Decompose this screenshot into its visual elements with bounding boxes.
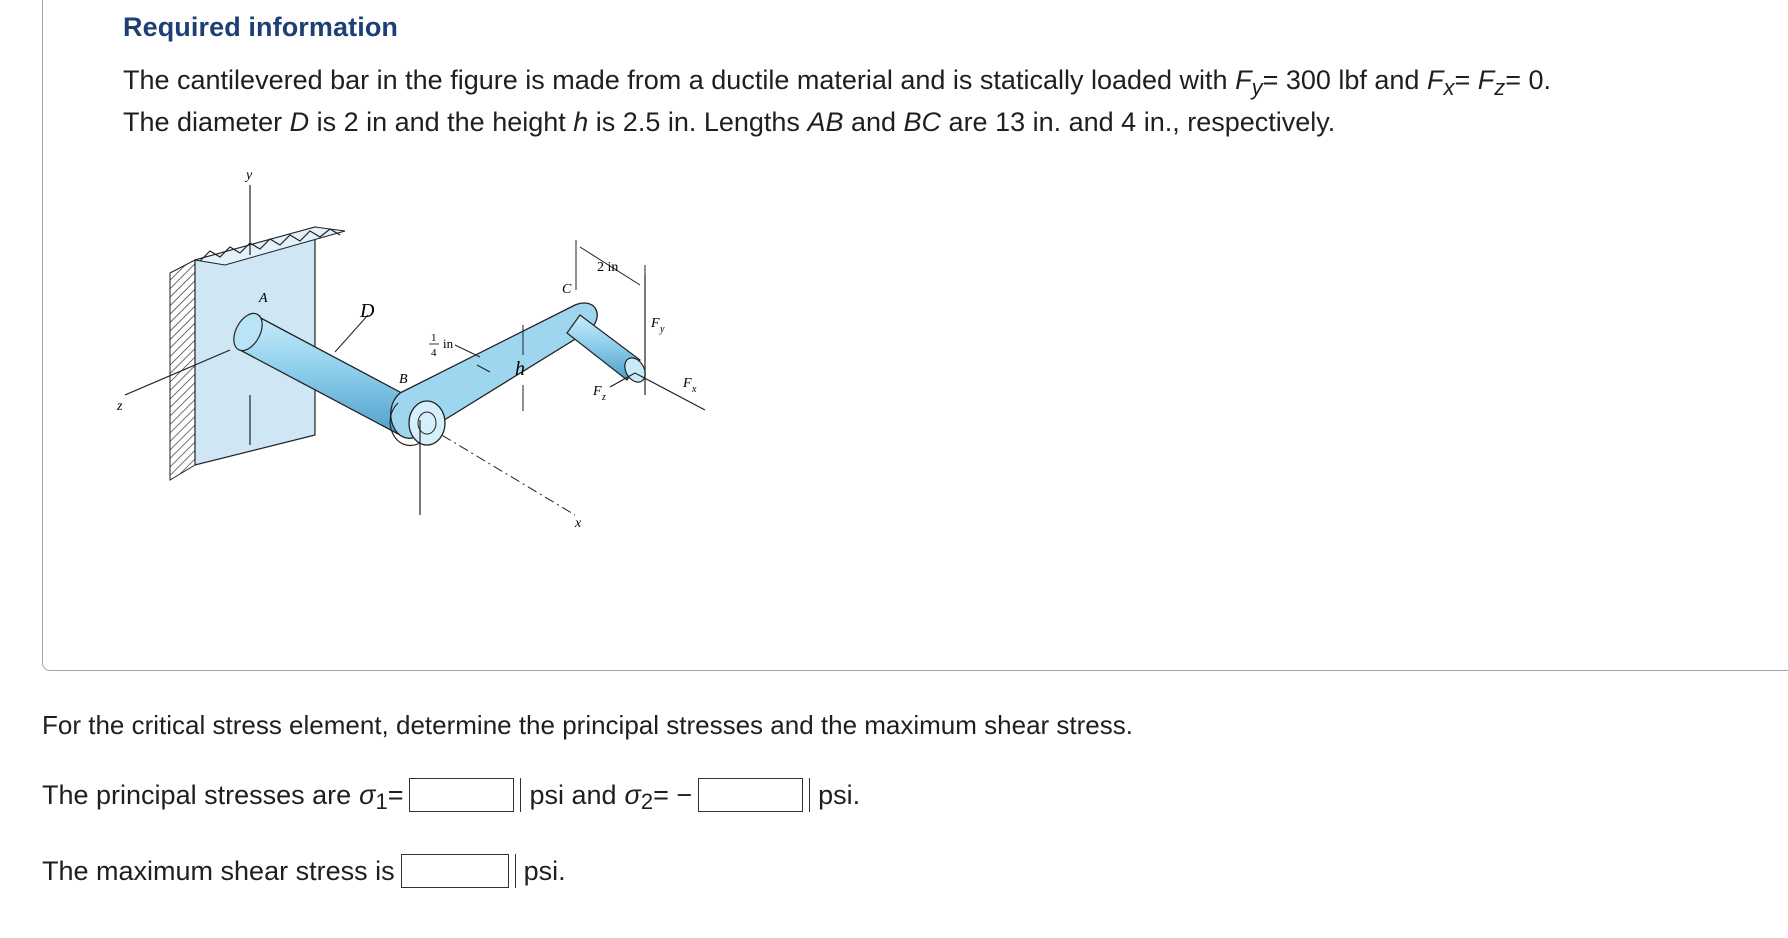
label-d: D	[360, 300, 375, 322]
fx-symbol: F	[1426, 65, 1444, 95]
sigma2-symbol	[624, 779, 654, 814]
dim-2in-label: 2 in	[597, 260, 619, 275]
quarter-in-arrow	[455, 345, 480, 357]
required-information-heading: Required information	[123, 12, 399, 42]
sigma2-subscript: 2	[640, 788, 654, 814]
shaft-end-b	[409, 401, 445, 445]
label-c: C	[562, 282, 572, 297]
text: The cantilevered bar in the figure is made from a ductile material and is statically loaded with	[123, 65, 1236, 95]
label-fz: F	[593, 384, 602, 399]
max-shear-row	[42, 853, 566, 889]
fy-subscript: y	[1251, 75, 1263, 100]
label-fx: F	[683, 376, 692, 391]
sigma1-symbol	[359, 779, 388, 814]
unit-separator	[809, 778, 810, 812]
unit-separator	[515, 854, 516, 888]
label-fz-sub: z	[602, 392, 606, 403]
problem-statement-line-1	[123, 64, 1552, 100]
quarter-numerator: 1	[431, 332, 437, 344]
text: =	[1454, 65, 1478, 95]
fy-symbol: F	[1235, 65, 1252, 95]
problem-statement-line-2	[123, 106, 1335, 138]
text: and	[843, 107, 904, 137]
equals-1: =	[387, 779, 404, 810]
sigma1-answer-input[interactable]	[409, 778, 514, 812]
diameter-symbol: D	[289, 107, 310, 137]
label-fx-sub: x	[692, 384, 697, 395]
shear-unit-psi: psi.	[523, 855, 566, 886]
x-axis-label: x	[575, 516, 582, 531]
sigma1-letter: σ	[359, 779, 376, 810]
shear-lead-text: The maximum shear stress is	[42, 855, 395, 886]
unit-psi: psi.	[818, 779, 861, 810]
principal-lead-text: The principal stresses are	[42, 779, 352, 810]
sigma2-letter: σ	[624, 779, 641, 810]
cantilever-bar-figure	[115, 165, 835, 605]
text: is 2.5 in. Lengths	[588, 107, 808, 137]
height-symbol: h	[573, 107, 589, 137]
quarter-unit: in	[443, 336, 454, 351]
text: = 300 lbf and	[1262, 65, 1427, 95]
label-a: A	[259, 291, 268, 306]
label-fy: F	[651, 316, 660, 331]
text: is 2 in and the height	[309, 107, 574, 137]
quarter-denominator: 4	[431, 347, 437, 359]
label-b: B	[399, 372, 408, 387]
text: = 0.	[1505, 65, 1552, 95]
bc-symbol: BC	[903, 107, 942, 137]
y-axis-label: y	[246, 168, 253, 183]
text: The diameter	[123, 107, 290, 137]
sigma2-answer-input[interactable]	[698, 778, 803, 812]
z-axis-label: z	[117, 399, 123, 414]
fz-subscript: z	[1494, 75, 1506, 100]
label-fy-sub: y	[660, 324, 665, 335]
text: are 13 in. and 4 in., respectively.	[941, 107, 1336, 137]
unit-separator	[520, 778, 521, 812]
question-prompt: For the critical stress element, determine the principal stresses and the maximum shear stress.	[42, 710, 1133, 740]
max-shear-answer-input[interactable]	[401, 854, 509, 888]
unit-psi-and: psi and	[529, 779, 617, 810]
fx-subscript: x	[1443, 75, 1455, 100]
sigma1-subscript: 1	[375, 788, 388, 814]
equals-minus: = −	[653, 779, 693, 810]
principal-stresses-row	[42, 777, 860, 813]
ab-symbol: AB	[807, 107, 844, 137]
pin-c	[567, 315, 649, 386]
fz-symbol: F	[1477, 65, 1495, 95]
x-centerline	[425, 425, 575, 515]
label-h: h	[515, 358, 525, 380]
